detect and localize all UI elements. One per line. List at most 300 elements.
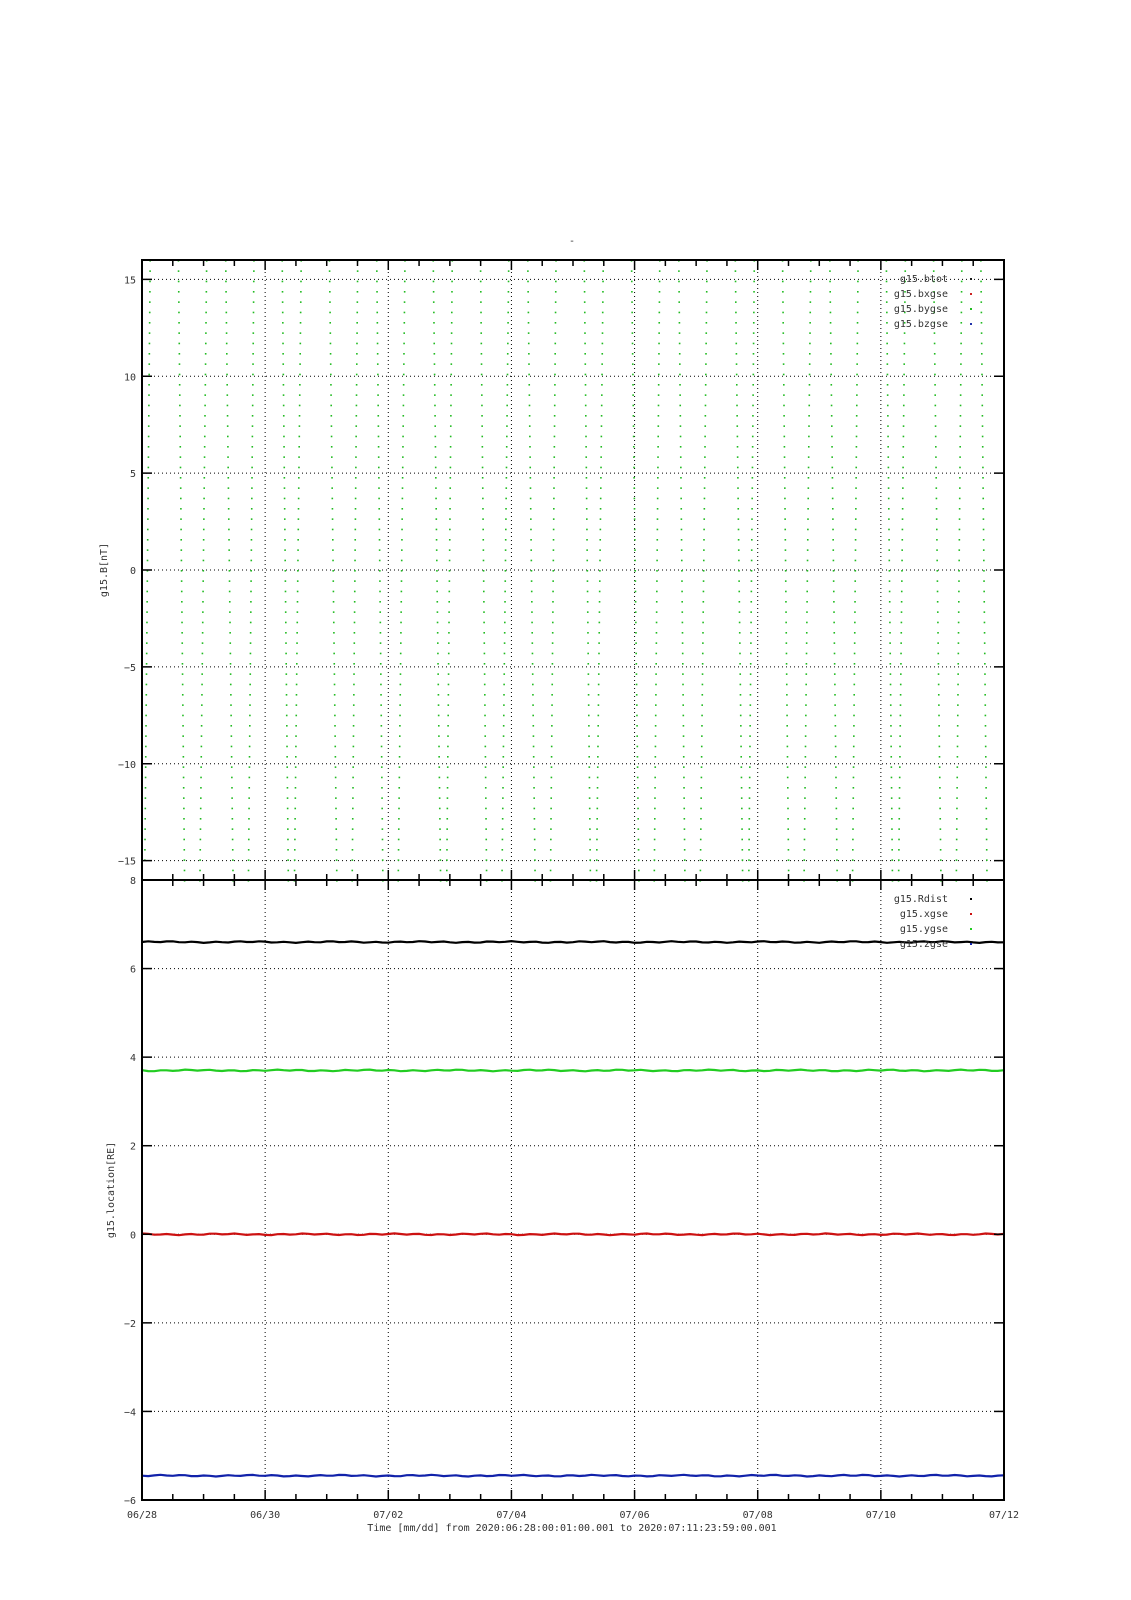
data-point: [505, 570, 507, 572]
data-point: [434, 405, 436, 407]
data-point: [248, 828, 250, 830]
data-point: [180, 487, 182, 489]
data-point: [402, 425, 404, 427]
data-point: [333, 653, 335, 655]
data-point: [228, 539, 230, 541]
data-point: [398, 870, 400, 872]
data-point: [735, 322, 737, 324]
data-point: [835, 777, 837, 779]
data-point: [704, 467, 706, 469]
data-point: [683, 797, 685, 799]
data-point: [735, 270, 737, 272]
data-point: [584, 270, 586, 272]
data-point: [502, 828, 504, 830]
data-point: [836, 808, 838, 810]
data-point: [834, 642, 836, 644]
data-point: [586, 467, 588, 469]
data-point: [146, 684, 148, 686]
data-point: [398, 849, 400, 851]
data-point: [503, 725, 505, 727]
data-point: [203, 518, 205, 520]
data-point: [785, 591, 787, 593]
data-point: [376, 270, 378, 272]
data-point: [735, 281, 737, 283]
data-point: [901, 611, 903, 613]
data-point: [449, 487, 451, 489]
data-point: [252, 394, 254, 396]
data-point: [400, 642, 402, 644]
data-point: [332, 518, 334, 520]
data-point: [485, 797, 487, 799]
data-point: [587, 580, 589, 582]
data-point: [504, 580, 506, 582]
data-point: [786, 673, 788, 675]
data-point: [658, 415, 660, 417]
legend-marker: [970, 293, 972, 295]
data-point: [899, 797, 901, 799]
data-point: [553, 508, 555, 510]
data-point: [784, 518, 786, 520]
data-point: [636, 725, 638, 727]
data-point: [485, 746, 487, 748]
data-point: [659, 301, 661, 303]
data-point: [936, 549, 938, 551]
data-point: [585, 425, 587, 427]
data-point: [601, 405, 603, 407]
data-point: [202, 601, 204, 603]
data-point: [898, 859, 900, 861]
data-point: [201, 746, 203, 748]
data-point: [551, 715, 553, 717]
data-point: [887, 436, 889, 438]
data-point: [902, 518, 904, 520]
top-ylabel: g15.B[nT]: [99, 542, 110, 598]
data-point: [485, 787, 487, 789]
data-point: [331, 436, 333, 438]
data-point: [805, 673, 807, 675]
data-point: [551, 756, 553, 758]
data-point: [296, 663, 298, 665]
data-point: [434, 374, 436, 376]
data-point: [433, 301, 435, 303]
data-point: [935, 436, 937, 438]
data-point: [638, 839, 640, 841]
data-point: [808, 446, 810, 448]
data-point: [440, 870, 442, 872]
data-point: [681, 529, 683, 531]
data-point: [401, 549, 403, 551]
data-point: [854, 632, 856, 634]
data-point: [936, 529, 938, 531]
data-point: [283, 394, 285, 396]
data-point: [252, 363, 254, 365]
x-tick-label: 07/08: [742, 1510, 773, 1521]
data-point: [147, 498, 149, 500]
data-point: [753, 363, 755, 365]
data-point: [508, 301, 510, 303]
data-point: [483, 591, 485, 593]
data-point: [658, 363, 660, 365]
data-point: [449, 508, 451, 510]
data-point: [983, 580, 985, 582]
data-point: [706, 322, 708, 324]
data-point: [287, 808, 289, 810]
data-point: [902, 508, 904, 510]
data-point: [248, 839, 250, 841]
data-point: [203, 487, 205, 489]
data-point: [753, 281, 755, 283]
data-point: [286, 766, 288, 768]
data-point: [598, 704, 600, 706]
data-point: [957, 673, 959, 675]
data-point: [294, 849, 296, 851]
data-point: [751, 570, 753, 572]
data-point: [353, 694, 355, 696]
data-point: [782, 322, 784, 324]
data-point: [657, 518, 659, 520]
data-point: [956, 777, 958, 779]
data-point: [888, 508, 890, 510]
data-point: [400, 673, 402, 675]
data-point: [250, 601, 252, 603]
data-point: [229, 642, 231, 644]
data-point: [231, 797, 233, 799]
data-point: [888, 477, 890, 479]
data-point: [451, 291, 453, 293]
data-point: [251, 467, 253, 469]
panel-location: [106, 876, 1004, 1507]
data-point: [553, 529, 555, 531]
data-point: [146, 622, 148, 624]
data-point: [202, 632, 204, 634]
data-point: [807, 498, 809, 500]
data-point: [484, 715, 486, 717]
data-point: [447, 735, 449, 737]
data-point: [148, 363, 150, 365]
data-point: [934, 363, 936, 365]
data-point: [438, 725, 440, 727]
data-point: [554, 374, 556, 376]
data-point: [435, 436, 437, 438]
data-point: [960, 332, 962, 334]
data-point: [753, 291, 755, 293]
data-point: [253, 270, 255, 272]
data-point: [705, 394, 707, 396]
data-point: [297, 580, 299, 582]
data-point: [584, 291, 586, 293]
data-point: [836, 849, 838, 851]
data-point: [585, 405, 587, 407]
data-point: [227, 415, 229, 417]
data-point: [552, 591, 554, 593]
data-point: [656, 560, 658, 562]
data-point: [297, 601, 299, 603]
data-point: [681, 518, 683, 520]
data-point: [298, 446, 300, 448]
data-point: [353, 725, 355, 727]
data-point: [785, 570, 787, 572]
data-point: [853, 715, 855, 717]
data-point: [705, 405, 707, 407]
y-tick-label: 4: [129, 1053, 136, 1065]
data-point: [751, 580, 753, 582]
data-point: [180, 467, 182, 469]
data-point: [735, 312, 737, 314]
data-point: [702, 632, 704, 634]
data-point: [353, 704, 355, 706]
data-point: [835, 797, 837, 799]
data-point: [399, 777, 401, 779]
data-point: [448, 653, 450, 655]
data-point: [147, 529, 149, 531]
data-point: [330, 394, 332, 396]
data-point: [808, 467, 810, 469]
data-point: [940, 859, 942, 861]
data-point: [295, 715, 297, 717]
data-point: [148, 415, 150, 417]
data-point: [903, 415, 905, 417]
data-point: [356, 374, 358, 376]
data-point: [353, 735, 355, 737]
data-point: [507, 363, 509, 365]
data-point: [439, 777, 441, 779]
data-point: [284, 539, 286, 541]
data-point: [887, 415, 889, 417]
data-point: [148, 456, 150, 458]
data-point: [888, 498, 890, 500]
data-point: [205, 353, 207, 355]
data-point: [898, 849, 900, 851]
data-point: [961, 301, 963, 303]
data-point: [786, 642, 788, 644]
data-point: [683, 735, 685, 737]
data-point: [178, 281, 180, 283]
data-point: [283, 415, 285, 417]
data-point: [959, 529, 961, 531]
data-point: [804, 849, 806, 851]
data-point: [482, 529, 484, 531]
data-point: [959, 456, 961, 458]
data-point: [202, 591, 204, 593]
data-point: [752, 405, 754, 407]
data-point: [700, 828, 702, 830]
data-point: [958, 560, 960, 562]
data-point: [887, 384, 889, 386]
data-point: [889, 601, 891, 603]
data-point: [835, 787, 837, 789]
data-point: [400, 611, 402, 613]
data-point: [553, 477, 555, 479]
data-point: [435, 487, 437, 489]
y-tick-label: 5: [129, 469, 136, 481]
data-point: [983, 570, 985, 572]
series-line-g15-rdist: [142, 941, 1004, 943]
data-point: [899, 787, 901, 789]
data-point: [679, 312, 681, 314]
data-point: [402, 498, 404, 500]
data-point: [336, 839, 338, 841]
data-point: [684, 839, 686, 841]
data-point: [596, 859, 598, 861]
data-point: [737, 508, 739, 510]
data-point: [484, 653, 486, 655]
data-point: [183, 818, 185, 820]
data-point: [655, 725, 657, 727]
data-point: [353, 684, 355, 686]
data-point: [889, 560, 891, 562]
data-point: [632, 332, 634, 334]
data-point: [587, 591, 589, 593]
data-point: [889, 653, 891, 655]
data-point: [784, 498, 786, 500]
data-point: [935, 415, 937, 417]
panel-magnetic-field: [99, 260, 1004, 882]
data-point: [148, 467, 150, 469]
data-point: [433, 291, 435, 293]
data-point: [787, 756, 789, 758]
data-point: [451, 353, 453, 355]
data-point: [786, 684, 788, 686]
data-point: [335, 756, 337, 758]
data-point: [533, 725, 535, 727]
data-point: [506, 405, 508, 407]
data-point: [299, 384, 301, 386]
data-point: [852, 808, 854, 810]
data-point: [739, 611, 741, 613]
data-point: [295, 725, 297, 727]
data-point: [352, 849, 354, 851]
data-point: [282, 281, 284, 283]
data-point: [403, 384, 405, 386]
data-point: [179, 384, 181, 386]
data-point: [399, 756, 401, 758]
data-point: [749, 725, 751, 727]
data-point: [830, 363, 832, 365]
data-point: [601, 363, 603, 365]
y-tick-label: −4: [123, 1407, 136, 1419]
data-point: [957, 694, 959, 696]
data-point: [356, 394, 358, 396]
data-point: [735, 291, 737, 293]
data-point: [435, 446, 437, 448]
data-point: [856, 363, 858, 365]
data-point: [700, 849, 702, 851]
data-point: [738, 580, 740, 582]
data-point: [531, 622, 533, 624]
data-point: [252, 384, 254, 386]
data-point: [205, 312, 207, 314]
data-point: [483, 570, 485, 572]
data-point: [507, 332, 509, 334]
data-point: [749, 756, 751, 758]
data-point: [402, 415, 404, 417]
data-point: [984, 611, 986, 613]
data-point: [853, 694, 855, 696]
data-point: [229, 601, 231, 603]
data-point: [810, 270, 812, 272]
data-point: [982, 446, 984, 448]
x-tick-label: 07/10: [865, 1510, 896, 1521]
data-point: [404, 312, 406, 314]
data-point: [287, 828, 289, 830]
data-point: [986, 828, 988, 830]
data-point: [451, 332, 453, 334]
data-point: [891, 828, 893, 830]
data-point: [742, 849, 744, 851]
data-point: [589, 839, 591, 841]
data-point: [636, 735, 638, 737]
data-point: [506, 446, 508, 448]
data-point: [450, 394, 452, 396]
legend-label: g15.xgse: [899, 909, 948, 920]
data-point: [354, 539, 356, 541]
data-point: [856, 394, 858, 396]
data-point: [635, 653, 637, 655]
data-point: [534, 870, 536, 872]
data-point: [529, 446, 531, 448]
data-point: [529, 425, 531, 427]
data-point: [533, 808, 535, 810]
data-point: [447, 746, 449, 748]
data-point: [295, 777, 297, 779]
data-point: [637, 797, 639, 799]
data-point: [706, 281, 708, 283]
data-point: [330, 363, 332, 365]
data-point: [737, 487, 739, 489]
data-point: [985, 787, 987, 789]
data-point: [282, 353, 284, 355]
data-point: [149, 322, 151, 324]
data-point: [437, 684, 439, 686]
data-point: [404, 281, 406, 283]
data-point: [398, 808, 400, 810]
data-point: [352, 797, 354, 799]
data-point: [200, 756, 202, 758]
data-point: [682, 663, 684, 665]
data-point: [248, 797, 250, 799]
data-point: [597, 797, 599, 799]
data-point: [147, 518, 149, 520]
data-point: [904, 301, 906, 303]
data-point: [887, 425, 889, 427]
data-point: [856, 384, 858, 386]
data-point: [891, 808, 893, 810]
data-point: [830, 322, 832, 324]
data-point: [902, 467, 904, 469]
data-point: [981, 353, 983, 355]
data-point: [449, 518, 451, 520]
data-point: [253, 301, 255, 303]
data-point: [300, 312, 302, 314]
data-point: [701, 715, 703, 717]
data-point: [381, 766, 383, 768]
data-point: [635, 601, 637, 603]
data-point: [804, 839, 806, 841]
data-point: [533, 777, 535, 779]
data-point: [981, 374, 983, 376]
data-point: [552, 601, 554, 603]
data-point: [554, 343, 556, 345]
data-point: [481, 384, 483, 386]
data-point: [287, 839, 289, 841]
data-point: [203, 539, 205, 541]
data-point: [938, 725, 940, 727]
data-point: [357, 270, 359, 272]
data-point: [251, 549, 253, 551]
data-point: [299, 436, 301, 438]
data-point: [739, 663, 741, 665]
data-point: [508, 270, 510, 272]
